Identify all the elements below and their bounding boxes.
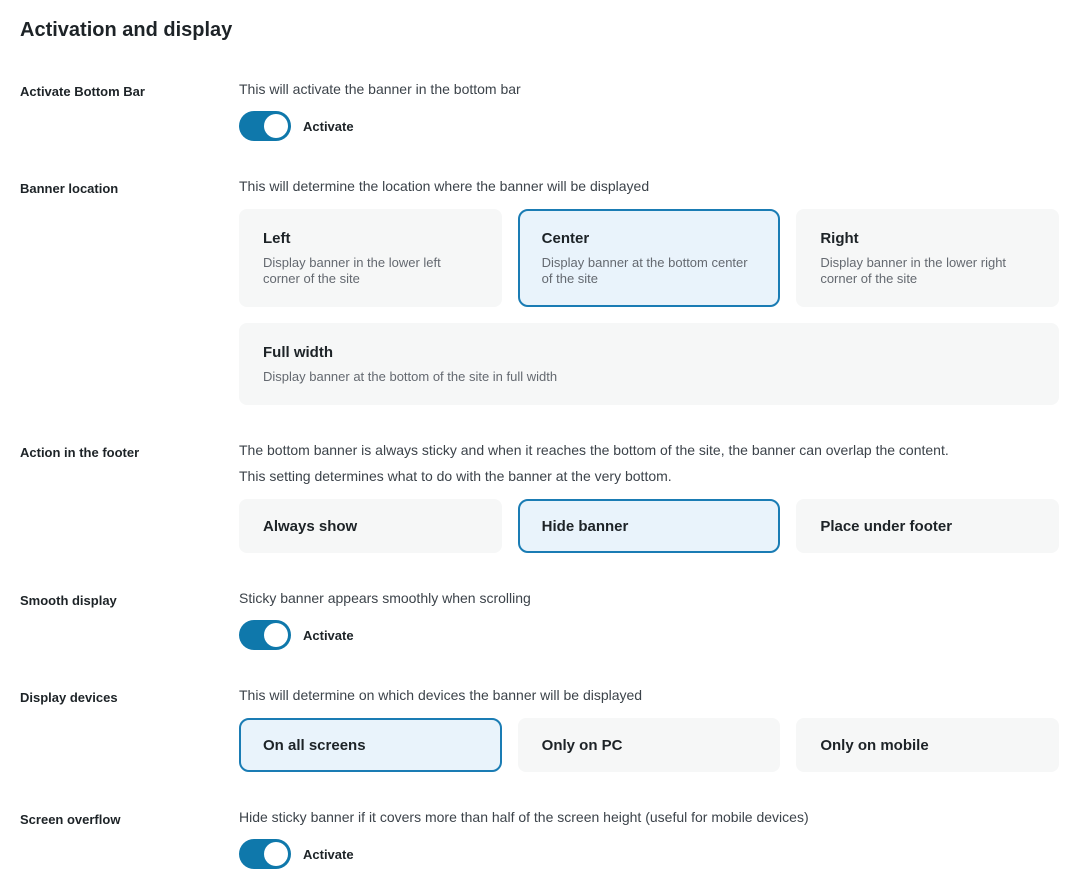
toggle-label: Activate bbox=[303, 846, 354, 862]
option-description: Display banner at the bottom center of the site bbox=[541, 255, 748, 286]
setting-content bbox=[239, 81, 1059, 141]
devices-option-all-screens[interactable] bbox=[239, 718, 502, 772]
setting-label-banner-location: Banner location bbox=[20, 181, 119, 196]
toggle-knob bbox=[264, 623, 288, 647]
setting-label-smooth-display: Smooth display bbox=[20, 593, 117, 608]
devices-option-only-mobile[interactable] bbox=[796, 718, 1059, 772]
banner-location-options bbox=[239, 209, 1059, 405]
setting-description: This will determine on which devices the banner will be displayed bbox=[239, 687, 643, 703]
option-title: On all screens bbox=[263, 736, 366, 754]
option-title: Right bbox=[820, 230, 859, 247]
footer-action-option-hide-banner[interactable] bbox=[518, 499, 781, 553]
location-option-right[interactable] bbox=[796, 209, 1059, 307]
toggle-knob bbox=[264, 114, 288, 138]
setting-content bbox=[239, 590, 1059, 650]
setting-row-smooth-display bbox=[20, 590, 1059, 650]
display-devices-options bbox=[239, 718, 1059, 772]
footer-action-option-always-show[interactable] bbox=[239, 499, 502, 553]
setting-description: Hide sticky banner if it covers more than half of the screen height (useful for mobile devices) bbox=[239, 809, 809, 825]
option-title: Place under footer bbox=[820, 517, 953, 535]
setting-content bbox=[239, 809, 1059, 869]
option-title: Only on PC bbox=[541, 736, 623, 754]
setting-row-activate-bottom-bar bbox=[20, 81, 1059, 141]
toggle-knob bbox=[264, 842, 288, 866]
option-description: Display banner at the bottom of the site in full width bbox=[263, 369, 558, 384]
setting-description-line2: This setting determines what to do with the banner at the very bottom. bbox=[239, 468, 672, 484]
devices-option-only-pc[interactable] bbox=[518, 718, 781, 772]
option-title: Always show bbox=[263, 517, 358, 535]
location-option-center[interactable] bbox=[518, 209, 781, 307]
setting-description: Sticky banner appears smoothly when scrolling bbox=[239, 590, 531, 606]
setting-content bbox=[239, 687, 1059, 772]
setting-content bbox=[239, 442, 1059, 553]
screen-overflow-toggle[interactable] bbox=[239, 839, 291, 869]
setting-label-activate-bottom-bar: Activate Bottom Bar bbox=[20, 84, 145, 99]
setting-description: This will activate the banner in the bottom bar bbox=[239, 81, 521, 97]
toggle-label: Activate bbox=[303, 627, 354, 643]
option-description: Display banner in the lower left corner of the site bbox=[263, 255, 441, 286]
toggle-group bbox=[239, 620, 1059, 650]
footer-action-option-place-under-footer[interactable] bbox=[796, 499, 1059, 553]
activate-bottom-bar-toggle[interactable] bbox=[239, 111, 291, 141]
option-title: Hide banner bbox=[541, 517, 629, 535]
location-option-left[interactable] bbox=[239, 209, 502, 307]
toggle-group bbox=[239, 111, 1059, 141]
setting-content bbox=[239, 178, 1059, 405]
setting-label-display-devices: Display devices bbox=[20, 690, 118, 705]
setting-description: This will determine the location where the banner will be displayed bbox=[239, 178, 650, 194]
setting-row-screen-overflow bbox=[20, 809, 1059, 869]
toggle-group bbox=[239, 839, 1059, 869]
setting-label-footer-action: Action in the footer bbox=[20, 445, 140, 460]
option-title: Left bbox=[263, 230, 291, 247]
option-title: Only on mobile bbox=[820, 736, 929, 754]
setting-row-display-devices bbox=[20, 687, 1059, 772]
location-option-full-width[interactable] bbox=[239, 323, 1059, 405]
footer-action-options bbox=[239, 499, 1059, 553]
setting-label-screen-overflow: Screen overflow bbox=[20, 812, 121, 827]
setting-row-footer-action bbox=[20, 442, 1059, 553]
setting-row-banner-location bbox=[20, 178, 1059, 405]
toggle-label: Activate bbox=[303, 118, 354, 134]
page-title: Activation and display bbox=[20, 19, 233, 41]
setting-description-line1: The bottom banner is always sticky and when it reaches the bottom of the site, the banner can overlap the content. bbox=[239, 442, 949, 458]
option-title: Full width bbox=[263, 344, 333, 361]
smooth-display-toggle[interactable] bbox=[239, 620, 291, 650]
option-description: Display banner in the lower right corner of the site bbox=[820, 255, 1007, 286]
option-title: Center bbox=[541, 230, 590, 247]
